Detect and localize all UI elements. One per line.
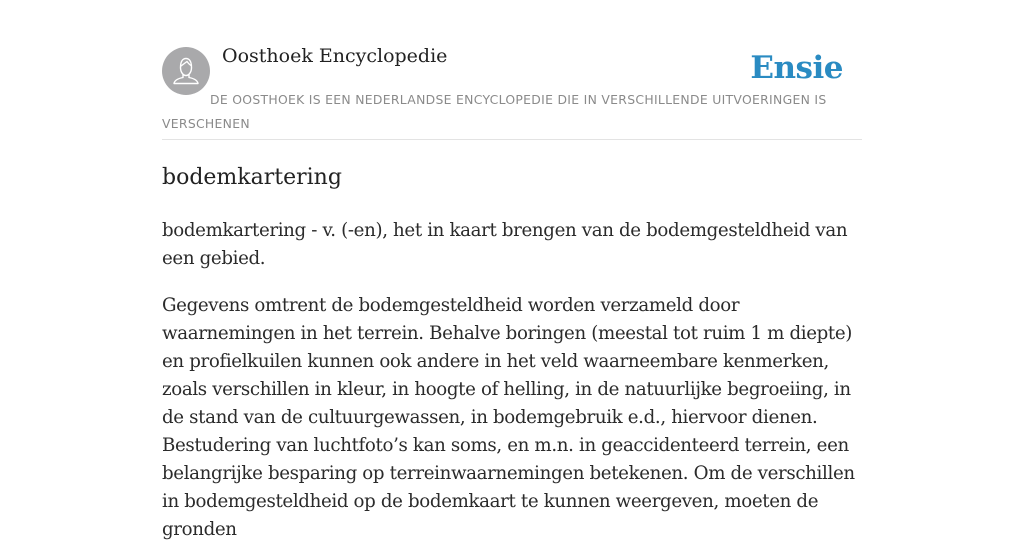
content-container (162, 0, 862, 544)
source-tagline: DE OOSTHOEK IS EEN NEDERLANDSE ENCYCLOPEDIE DIE IN VERSCHILLENDE UITVOERINGEN IS VERSCHENEN (162, 92, 827, 131)
source-header (162, 0, 862, 140)
article-paragraph: Gegevens omtrent de bodemgesteldheid worden verzameld door waarnemingen in het terrein. Behalve boringen (meestal tot ruim 1 m diepte) en profielkuilen kunnen ook andere in het veld waarneembare kenmerken, zoals verschillen in kleur, in hoogte of helling, in de natuurlijke begroeiing, in de stand van de cultuurgewassen, in bodemgebruik e.d., hiervoor dienen. Bestudering van luchtfoto’s kan soms, en m.n. in geaccidenteerd terrein, een belangrijke besparing op terreinwaarnemingen betekenen. Om de verschillen in bodemgesteldheid op de bodemkaart te kunnen weergeven, moeten de gronden (162, 295, 855, 540)
article-paragraph: bodemkartering - v. (-en), het in kaart brengen van de bodemgesteldheid van een gebied. (162, 220, 848, 269)
ensie-logo[interactable]: Ensie (750, 50, 843, 86)
article-title: bodemkartering (162, 165, 342, 190)
article-body (162, 217, 862, 544)
source-name-link[interactable]: Oosthoek Encyclopedie (222, 45, 448, 67)
